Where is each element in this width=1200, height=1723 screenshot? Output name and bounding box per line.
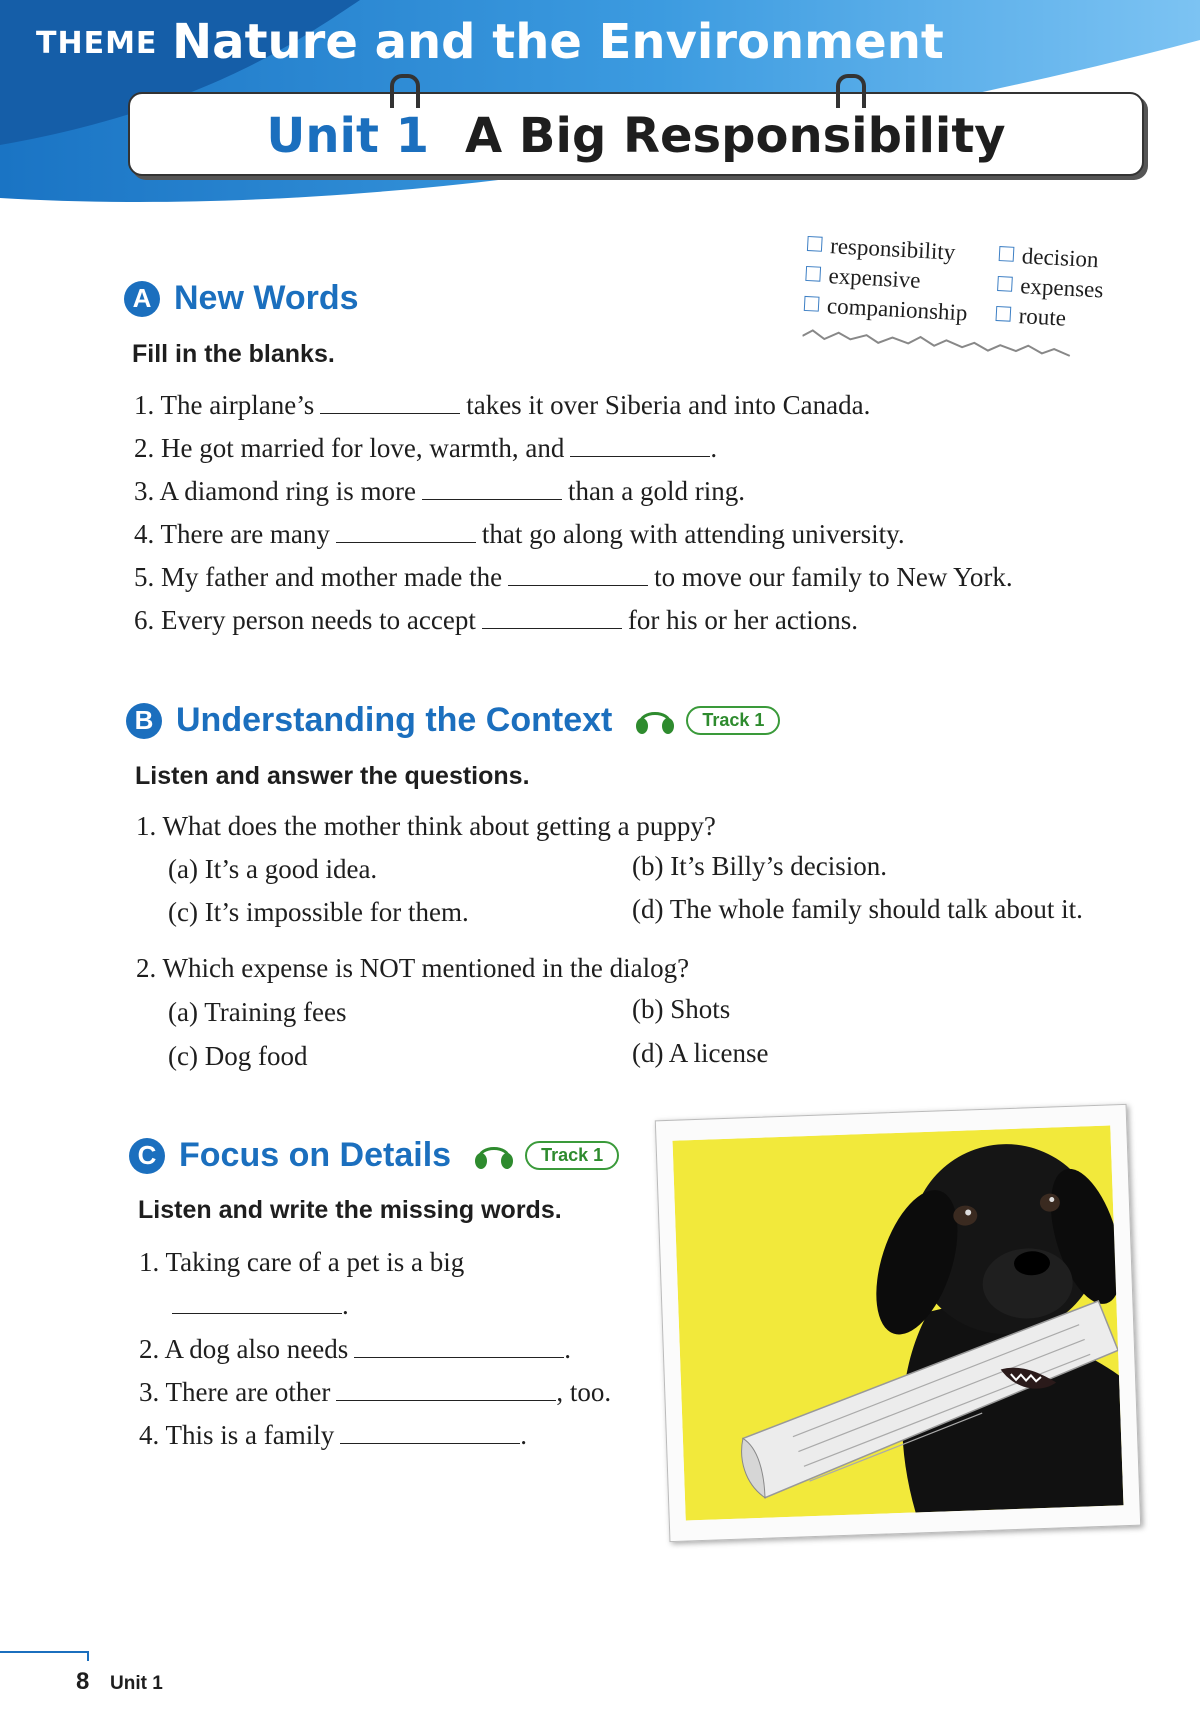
- page-number: 8: [76, 1668, 90, 1695]
- unit-title: [130, 108, 1142, 164]
- answer-blank[interactable]: [340, 1442, 520, 1444]
- word-bank-item: decision: [998, 240, 1099, 275]
- section-c-title: Focus on Details: [179, 1136, 452, 1174]
- puppy-with-newspaper-illustration: [673, 1125, 1124, 1520]
- answer-blank[interactable]: [354, 1356, 564, 1358]
- answer-blank[interactable]: [336, 1399, 556, 1401]
- fill-blank-item: 1. The airplane’s takes it over Siberia and into Canada.: [134, 390, 871, 420]
- fill-blank-item: 6. Every person needs to accept for his or her actions.: [134, 605, 859, 635]
- fill-blank-item: 2. A dog also needs .: [139, 1334, 571, 1364]
- checkbox-icon: [999, 246, 1015, 262]
- section-a-header: [124, 279, 359, 318]
- answer-option[interactable]: (c) Dog food: [168, 1041, 308, 1071]
- checkbox-icon: [997, 276, 1013, 292]
- answer-option[interactable]: (b) It’s Billy’s decision.: [632, 851, 887, 881]
- footer-unit-label: Unit 1: [110, 1673, 163, 1694]
- section-c-instruction: Listen and write the missing words.: [138, 1196, 562, 1224]
- section-a-title: New Words: [174, 279, 359, 317]
- fill-blank-item: 2. He got married for love, warmth, and .: [134, 433, 718, 463]
- page-header: [0, 0, 1200, 230]
- fill-blank-item: 4. There are many that go along with attending university.: [134, 519, 905, 549]
- answer-option[interactable]: (a) Training fees: [168, 997, 347, 1027]
- word-bank-item: responsibility: [806, 230, 956, 268]
- headphones-icon: [473, 1139, 515, 1173]
- answer-option[interactable]: (d) The whole family should talk about it.: [632, 894, 1083, 924]
- headphones-icon: [634, 704, 676, 738]
- checkbox-icon: [807, 236, 823, 252]
- fill-blank-item: 1. Taking care of a pet is a big: [139, 1247, 465, 1277]
- section-b-badge: B: [126, 703, 162, 739]
- answer-option[interactable]: (c) It’s impossible for them.: [168, 897, 469, 927]
- word-bank-item: expensive: [805, 260, 921, 296]
- theme-title: Nature and the Environment: [172, 14, 944, 70]
- answer-blank[interactable]: [422, 498, 562, 500]
- answer-blank[interactable]: [570, 455, 710, 457]
- fill-blank-item: 3. There are other , too.: [139, 1377, 612, 1407]
- answer-option[interactable]: (d) A license: [632, 1038, 769, 1068]
- answer-blank[interactable]: [508, 584, 648, 586]
- torn-edge-decoration: [802, 326, 1119, 363]
- answer-blank[interactable]: [172, 1312, 342, 1314]
- track-button[interactable]: Track 1: [686, 706, 780, 735]
- word-bank: [802, 230, 1124, 366]
- section-b-header: [126, 701, 780, 740]
- section-b-instruction: Listen and answer the questions.: [135, 762, 530, 790]
- answer-blank[interactable]: [336, 541, 476, 543]
- unit-title-box: [128, 92, 1144, 176]
- section-c-header: [129, 1136, 619, 1175]
- section-a-instruction: Fill in the blanks.: [132, 340, 335, 368]
- checkbox-icon: [804, 296, 820, 312]
- fill-blank-item: 3. A diamond ring is more than a gold ring.: [134, 476, 745, 506]
- question: 1. What does the mother think about getting a puppy?: [136, 811, 716, 841]
- section-a-badge: A: [124, 281, 160, 317]
- unit-name: A Big Responsibility: [465, 108, 1006, 164]
- fill-blank-item: .: [166, 1290, 349, 1321]
- footer-rule: [0, 1651, 88, 1653]
- answer-option[interactable]: (b) Shots: [632, 994, 731, 1024]
- question: 2. Which expense is NOT mentioned in the dialog?: [136, 953, 690, 983]
- section-b-title: Understanding the Context: [176, 701, 613, 739]
- section-c-badge: C: [129, 1138, 165, 1174]
- unit-number: Unit 1: [266, 108, 430, 164]
- binder-ring-icon: [390, 74, 420, 108]
- fill-blank-item: 4. This is a family .: [139, 1420, 527, 1450]
- answer-blank[interactable]: [482, 627, 622, 629]
- track-button[interactable]: Track 1: [525, 1141, 619, 1170]
- puppy-photo: [655, 1104, 1141, 1542]
- word-bank-item: companionship: [803, 290, 968, 329]
- checkbox-icon: [805, 266, 821, 282]
- footer-rule-tick: [87, 1651, 89, 1661]
- word-bank-item: route: [995, 300, 1067, 334]
- answer-blank[interactable]: [320, 412, 460, 414]
- answer-option[interactable]: (a) It’s a good idea.: [168, 854, 378, 884]
- binder-ring-icon: [836, 74, 866, 108]
- theme-label: THEME: [36, 26, 158, 61]
- word-bank-item: expenses: [997, 270, 1104, 306]
- checkbox-icon: [995, 306, 1011, 322]
- fill-blank-item: 5. My father and mother made the to move our family to New York.: [134, 562, 1013, 592]
